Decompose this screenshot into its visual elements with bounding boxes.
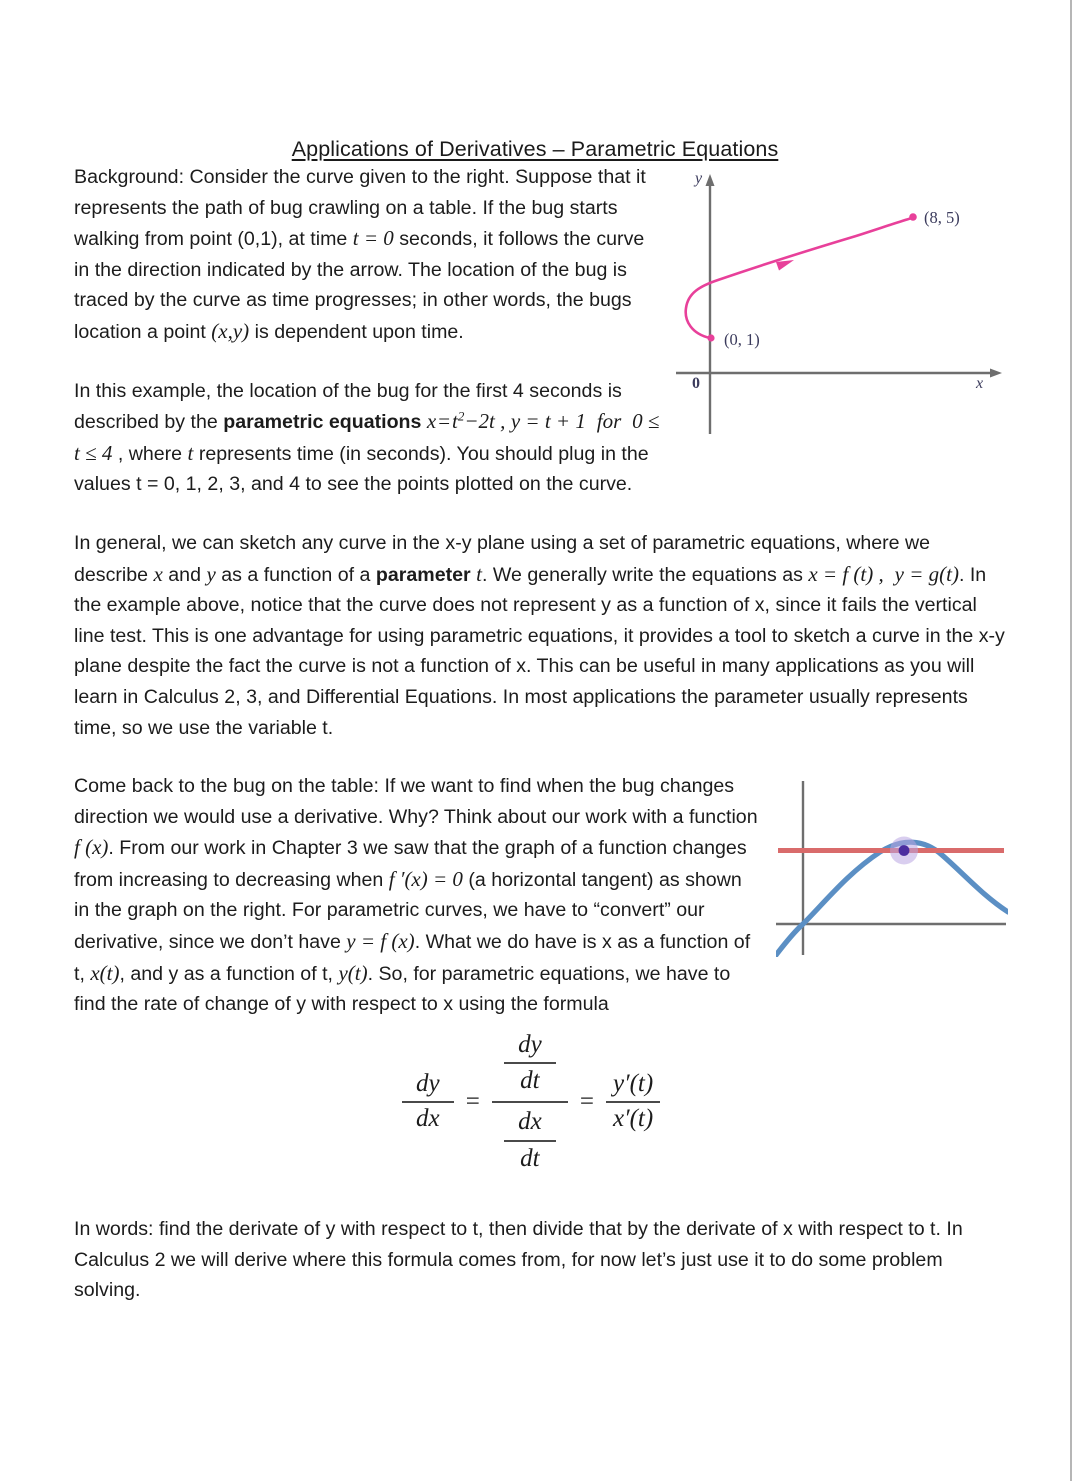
page-title-text: Applications of Derivatives – Parametric Equations	[291, 137, 779, 161]
example-eq-for: for	[596, 409, 622, 434]
comeback-yfx: y = f (x)	[346, 929, 415, 954]
parametric-curve-path	[686, 218, 912, 338]
example-s2-t: t	[187, 440, 194, 465]
fraction-yprime-xprime	[606, 1068, 660, 1135]
dy-numerator: dy	[518, 1030, 542, 1058]
document-body	[0, 162, 1070, 1306]
end-point-label: (8, 5)	[924, 208, 960, 227]
spacer	[74, 1184, 1008, 1214]
function-curve-path	[776, 842, 1008, 955]
yprime-numerator: y′(t)	[613, 1070, 654, 1098]
paragraph-inwords: In words: find the derivate of y with respect to t, then divide that by the derivate of x with respect to t. In Calculus 2 we will derive where this formula comes from, for now let’s just use it to do some problem solving.	[74, 1218, 963, 1302]
dt-denominator: dt	[520, 1067, 540, 1095]
fraction-dy-dx	[402, 1068, 454, 1135]
example-eq-x-rest: −2t ,	[464, 409, 506, 434]
compound-denominator	[492, 1103, 568, 1178]
derivative-formula	[397, 1026, 665, 1178]
spacer	[74, 500, 1008, 528]
compound-numerator	[492, 1026, 568, 1101]
comeback-s2: . From our work in Chapter 3 we saw that the graph of a function changes from increasing to decreasing when	[74, 837, 747, 891]
example-s2: , where	[117, 442, 188, 465]
example-bold-term: parametric equations	[223, 411, 422, 434]
fraction-dy-numerator: dy	[415, 1070, 440, 1098]
general-eq-g: y = g(t)	[894, 561, 959, 586]
general-s1: In general, we can sketch any curve in the x-y plane using a set of parametric equations, where we describe	[74, 531, 931, 586]
general-mx: x	[153, 561, 163, 586]
comeback-xt: x(t)	[90, 960, 120, 985]
x-axis-arrowhead	[990, 369, 1002, 378]
fraction-dx-dt	[504, 1105, 556, 1176]
example-eq-range: 0 ≤ t ≤ 4	[74, 409, 660, 465]
xprime-denominator: x′(t)	[613, 1105, 654, 1133]
direction-arrow-icon	[776, 260, 794, 271]
equals-sign-2: =	[579, 1087, 595, 1115]
y-axis-arrowhead	[706, 174, 715, 186]
comeback-s5: , and y as a function of t,	[119, 962, 339, 985]
example-eq-x-exp: 2	[457, 408, 465, 424]
dt-denominator-2: dt	[520, 1144, 540, 1172]
parametric-curve-figure	[676, 166, 1008, 438]
fraction-dy-dt	[504, 1028, 556, 1099]
tangent-line-figure	[776, 777, 1008, 957]
comeback-s6: . So, for parametric equations, we have to find the rate of change of y with respect to x using the formula	[74, 962, 731, 1016]
dx-numerator: dx	[518, 1108, 542, 1136]
background-math-xy: (x,y)	[211, 318, 250, 343]
example-s1: In this example, the location of the bug for the first 4 seconds is described by the	[74, 379, 622, 434]
tangent-line-svg	[776, 777, 1008, 957]
general-bold-param: parameter	[375, 563, 471, 586]
general-s4: . We generally write the equations as	[481, 563, 809, 586]
example-eq-x-eq: =	[438, 409, 451, 434]
page-title	[0, 0, 1070, 162]
comeback-s1: Come back to the bug on the table: If we want to find when the bug changes direction we would use a derivative. Why? Think about our work with a function	[74, 775, 758, 828]
example-eq-x-lhs: x	[426, 409, 437, 434]
comeback-s3: (a horizontal tangent) as shown in the graph on the right. For parametric curves, we have to “convert” our derivative, since we don’t have	[74, 868, 742, 954]
background-lead: Background: Consider the curve given to the right. Suppose that it represents the path of bug crawling on a table. If the bug starts walking from point (0,1), at time	[74, 166, 646, 251]
fraction-dx-denominator: dx	[415, 1105, 440, 1133]
comeback-fpx: f ′(x) = 0	[388, 866, 463, 891]
background-tail: is dependent upon time.	[249, 320, 464, 343]
derivative-formula-block	[74, 1020, 1008, 1184]
general-eq-f: x = f (t) ,	[808, 561, 884, 586]
background-math-t0: t = 0	[352, 226, 394, 251]
example-s3: represents time (in seconds). You should plug in the values t = 0, 1, 2, 3, and 4 to see the points plotted on the curve.	[74, 442, 649, 496]
comeback-yt: y(t)	[338, 960, 368, 985]
x-axis-label: x	[976, 375, 984, 392]
start-point-label: (0, 1)	[724, 330, 760, 349]
start-point-dot	[707, 334, 714, 341]
example-eq-y: y = t + 1	[510, 409, 586, 434]
paragraph-general	[74, 528, 1008, 743]
general-s3: as a function of a	[215, 563, 376, 586]
spacer	[74, 743, 1008, 771]
example-eq-x-t: t	[452, 409, 458, 434]
general-s2: and	[162, 563, 207, 586]
equals-sign-1: =	[465, 1087, 480, 1115]
end-point-dot	[909, 213, 917, 221]
general-my: y	[206, 561, 216, 586]
tangent-point-dot	[899, 845, 910, 856]
comeback-s4: . What we do have is x as a function of t,	[74, 931, 751, 985]
y-axis-label: y	[695, 170, 703, 187]
compound-fraction	[492, 1026, 568, 1178]
general-mt: t	[476, 561, 482, 586]
background-mid: seconds, it follows the curve in the direction indicated by the arrow. The location of the bug is traced by the curve as time progresses; in other words, the bugs location a point	[74, 228, 645, 343]
parametric-curve-svg	[676, 166, 1008, 438]
comeback-fx: f (x)	[74, 835, 109, 860]
general-s5: . In the example above, notice that the curve does not represent y as a function of x, since it fails the vertical line test. This is one advantage for using parametric equations, it provides a tool to sketch a curve in the x-y plane despite the fact the curve is not a function of x. This can be useful in many applications as you will learn in Calculus 2, 3, and Differential Equations. In most applications the parameter usually represents time, so we use the variable t.	[74, 563, 1005, 739]
origin-label: 0	[692, 375, 700, 392]
